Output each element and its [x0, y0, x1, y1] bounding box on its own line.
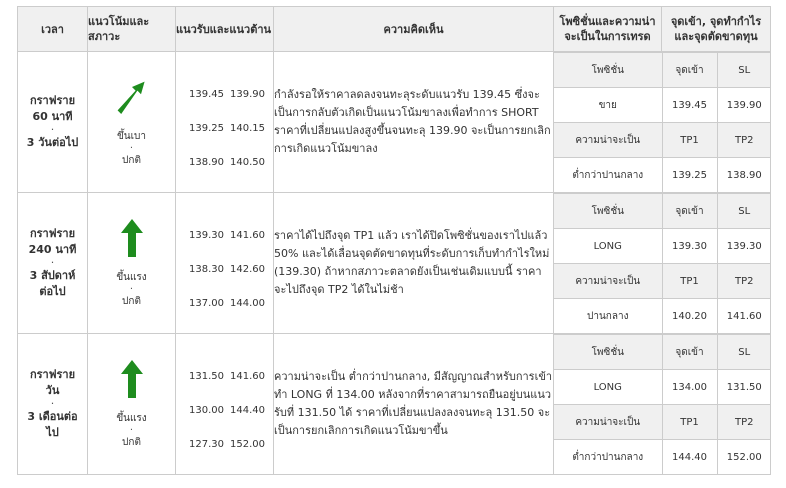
- trade-value: SL: [717, 53, 771, 88]
- trade-row: [554, 194, 771, 229]
- level-pair: [176, 111, 273, 145]
- header-row: [18, 7, 771, 52]
- trade-row: [554, 264, 771, 299]
- trade-cell: [554, 193, 771, 334]
- resistance-level: 142.60: [230, 263, 265, 275]
- trade-row: [554, 440, 771, 475]
- trade-row: [554, 299, 771, 334]
- trade-table: [554, 334, 771, 474]
- trade-table: [554, 52, 771, 192]
- level-pair: [176, 393, 273, 427]
- trade-value: ความน่าจะเป็น: [554, 264, 662, 299]
- trade-row: [554, 405, 771, 440]
- trade-value: 131.50: [717, 370, 771, 405]
- trade-value: 139.30: [717, 229, 771, 264]
- timeframe-label: กราฟราย 240 นาที: [28, 227, 77, 256]
- timeframe-label: กราฟราย 60 นาที: [29, 94, 76, 123]
- comment-cell: กำลังรอให้ราคาลดลงจนทะลุระดับแนวรับ 139.45 ซึ่งจะเป็นการกลับตัวเกิดเป็นแนวโน้มขาลงเพื่อทำการ SHORT ราคาที่เปลี่ยนแปลงสูงขึ้นจนทะลุ 139.90 จะเป็นการยกเลิกการเกิดแนวโน้มขาลง: [274, 52, 554, 193]
- table-row: [18, 334, 771, 475]
- trade-value: TP1: [662, 264, 717, 299]
- table-row: [18, 52, 771, 193]
- trend-cell: [88, 334, 176, 475]
- trade-row: [554, 88, 771, 123]
- trade-value: ต่ำกว่าปานกลาง: [554, 440, 662, 475]
- support-level: 131.50: [189, 370, 224, 382]
- trade-value: 152.00: [717, 440, 771, 475]
- resistance-level: 139.90: [230, 88, 265, 100]
- resistance-level: 144.00: [230, 297, 265, 309]
- trade-value: TP1: [662, 405, 717, 440]
- level-pair: [176, 427, 273, 461]
- horizon-label: 3 เดือนต่อไป: [27, 410, 78, 439]
- trade-value: 139.45: [662, 88, 717, 123]
- trade-cell: [554, 52, 771, 193]
- resistance-level: 140.15: [230, 122, 265, 134]
- trade-table: [554, 193, 771, 333]
- comment-cell: ความน่าจะเป็น ต่ำกว่าปานกลาง, มีสัญญาณสำหรับการเข้าทำ LONG ที่ 134.00 หลังจากที่ราคาสามารถยืนอยู่บนแนวรับที่ 131.50 ได้ ราคาที่เปลี่ยนแปลงลงจนทะลุ 131.50 จะเป็นการยกเลิกการเกิดแนวโน้มขาขึ้น: [274, 334, 554, 475]
- support-level: 137.00: [189, 297, 224, 309]
- trend-strength: ขึ้นแรง: [116, 272, 147, 283]
- trade-value: 139.30: [662, 229, 717, 264]
- trade-row: [554, 158, 771, 193]
- forecast-table: [17, 6, 771, 475]
- trade-value: LONG: [554, 370, 662, 405]
- levels-cell: [176, 334, 274, 475]
- header-position: โพซิชั่นและความน่าจะเป็นในการเทรด: [554, 7, 662, 52]
- trade-value: โพซิชั่น: [554, 335, 662, 370]
- level-pair: [176, 145, 273, 179]
- level-pair: [176, 286, 273, 320]
- trade-value: จุดเข้า: [662, 194, 717, 229]
- trade-value: ปานกลาง: [554, 299, 662, 334]
- up-arrow-icon: [88, 217, 175, 257]
- trade-value: 139.90: [717, 88, 771, 123]
- separator-dot: ·: [50, 256, 55, 269]
- trade-value: TP2: [717, 264, 771, 299]
- trade-value: 139.25: [662, 158, 717, 193]
- levels-cell: [176, 52, 274, 193]
- header-comment: ความคิดเห็น: [274, 7, 554, 52]
- header-trend: แนวโน้มและสภาวะ: [88, 7, 176, 52]
- trade-cell: [554, 334, 771, 475]
- horizon-label: 3 วันต่อไป: [26, 136, 79, 149]
- trade-value: 144.40: [662, 440, 717, 475]
- separator-dot: ·: [129, 143, 134, 154]
- trend-strength: ขึ้นเบา: [116, 131, 147, 142]
- separator-dot: ·: [50, 123, 55, 136]
- support-level: 138.90: [189, 156, 224, 168]
- resistance-level: 140.50: [230, 156, 265, 168]
- level-pair: [176, 359, 273, 393]
- trade-row: [554, 370, 771, 405]
- trend-cell: [88, 193, 176, 334]
- header-entry: จุดเข้า, จุดทำกำไรและจุดตัดขาดทุน: [662, 7, 771, 52]
- trade-value: 141.60: [717, 299, 771, 334]
- trade-value: LONG: [554, 229, 662, 264]
- timeframe-cell: [18, 334, 88, 475]
- market-condition: ปกติ: [122, 437, 141, 448]
- support-level: 139.30: [189, 229, 224, 241]
- separator-dot: ·: [129, 284, 134, 295]
- trade-value: SL: [717, 335, 771, 370]
- trade-value: จุดเข้า: [662, 335, 717, 370]
- trade-value: โพซิชั่น: [554, 53, 662, 88]
- support-level: 138.30: [189, 263, 224, 275]
- market-condition: ปกติ: [122, 155, 141, 166]
- trade-row: [554, 123, 771, 158]
- header-levels: แนวรับและแนวต้าน: [176, 7, 274, 52]
- timeframe-cell: [18, 52, 88, 193]
- trade-value: ความน่าจะเป็น: [554, 123, 662, 158]
- up-arrow-icon: [88, 358, 175, 398]
- horizon-label: 3 สัปดาห์ต่อไป: [29, 269, 76, 298]
- resistance-level: 141.60: [230, 229, 265, 241]
- level-pair: [176, 218, 273, 252]
- trade-value: จุดเข้า: [662, 53, 717, 88]
- trade-value: TP2: [717, 123, 771, 158]
- timeframe-cell: [18, 193, 88, 334]
- market-condition: ปกติ: [122, 296, 141, 307]
- trade-row: [554, 229, 771, 264]
- trade-value: TP1: [662, 123, 717, 158]
- support-level: 139.45: [189, 88, 224, 100]
- table-row: [18, 193, 771, 334]
- level-pair: [176, 77, 273, 111]
- support-level: 127.30: [189, 438, 224, 450]
- trade-value: 140.20: [662, 299, 717, 334]
- trade-value: TP2: [717, 405, 771, 440]
- support-level: 139.25: [189, 122, 224, 134]
- trend-strength: ขึ้นแรง: [116, 413, 147, 424]
- trade-row: [554, 53, 771, 88]
- header-time: เวลา: [18, 7, 88, 52]
- trade-value: SL: [717, 194, 771, 229]
- timeframe-label: กราฟราย วัน: [29, 368, 76, 397]
- level-pair: [176, 252, 273, 286]
- trade-value: 138.90: [717, 158, 771, 193]
- trade-value: ขาย: [554, 88, 662, 123]
- trade-row: [554, 335, 771, 370]
- support-level: 130.00: [189, 404, 224, 416]
- separator-dot: ·: [50, 397, 55, 410]
- resistance-level: 141.60: [230, 370, 265, 382]
- comment-cell: ราคาได้ไปถึงจุด TP1 แล้ว เราได้ปิดโพซิชั่นของเราไปแล้ว 50% และได้เลื่อนจุดตัดขาดทุนที่ระดับการเก็บทำกำไรใหม่ (139.30) ถ้าหากสภาวะตลาดยังเป็นเช่นเดิมแบบนี้ ราคาจะไปถึงจุด TP2 ได้ในไม่ช้า: [274, 193, 554, 334]
- resistance-level: 152.00: [230, 438, 265, 450]
- trade-value: ความน่าจะเป็น: [554, 405, 662, 440]
- trade-value: โพซิชั่น: [554, 194, 662, 229]
- resistance-level: 144.40: [230, 404, 265, 416]
- levels-cell: [176, 193, 274, 334]
- trade-value: 134.00: [662, 370, 717, 405]
- trend-cell: [88, 52, 176, 193]
- trade-value: ต่ำกว่าปานกลาง: [554, 158, 662, 193]
- diagonal-up-arrow-icon: [88, 76, 175, 116]
- separator-dot: ·: [129, 425, 134, 436]
